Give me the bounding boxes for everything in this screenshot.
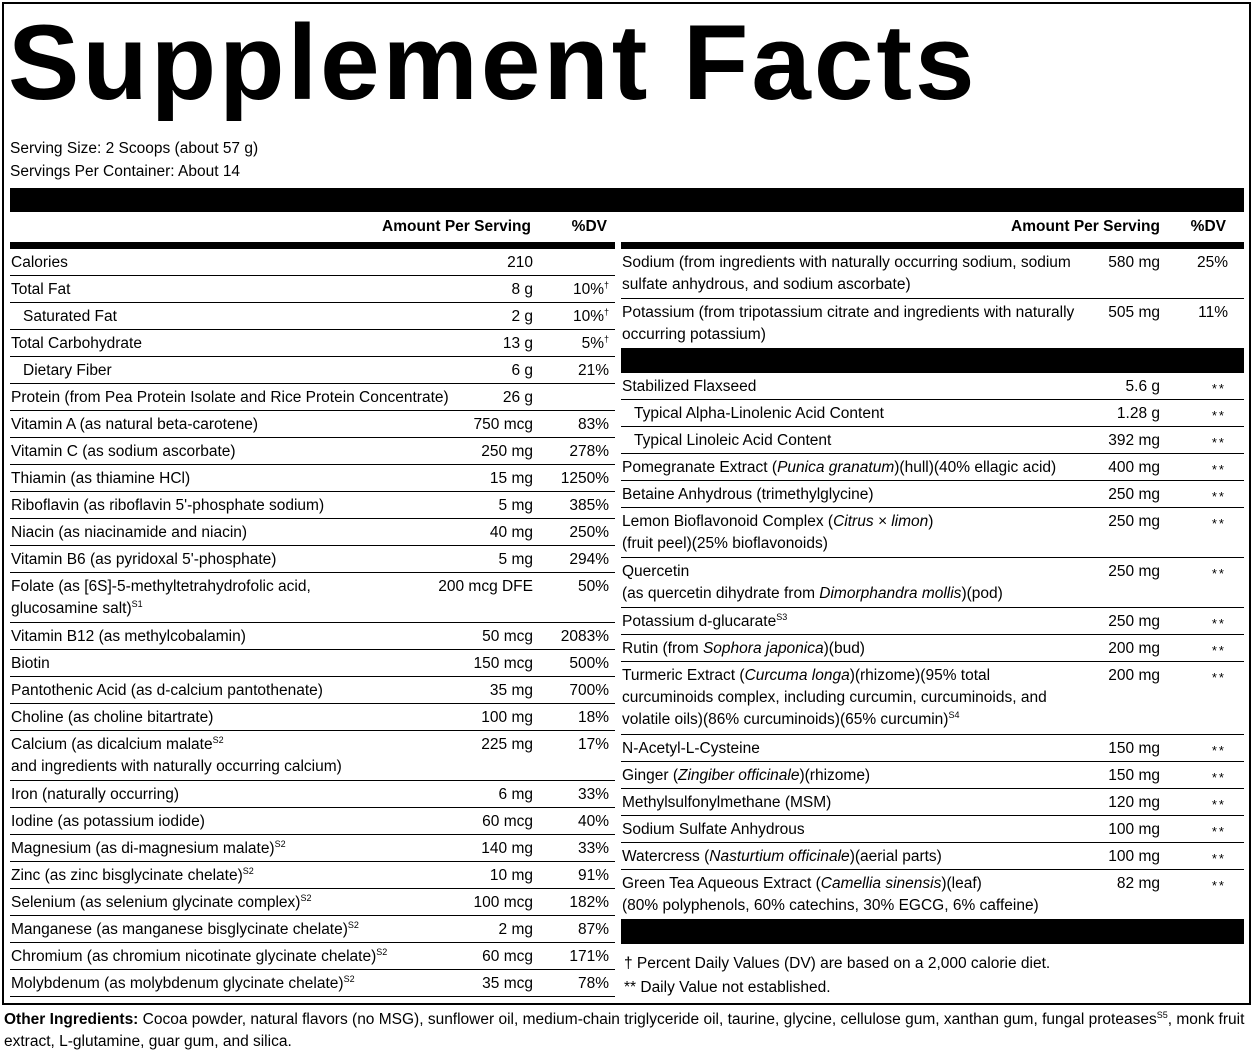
other-ingredients-sup: S5 <box>1156 1010 1168 1020</box>
dv-header: %DV <box>571 218 607 235</box>
dagger-mark: † <box>603 334 609 344</box>
mineral-row <box>621 299 1244 349</box>
right-header-row <box>621 212 1244 249</box>
latin-name: Curcuma longa <box>744 667 850 684</box>
nutrient-dv: 17% <box>577 736 609 753</box>
ingredient-amount: 250 mg <box>1108 486 1160 503</box>
nutrient-row <box>10 808 615 835</box>
other-ingredients-text: Cocoa powder, natural flavors (no MSG), sunflower oil, medium-chain triglyceride oil, taurine, glycine, cellulose gum, xanthan gum, fungal proteases <box>138 1011 1157 1028</box>
dagger-mark: † <box>603 307 609 317</box>
ingredient-dv: ** <box>1211 408 1226 423</box>
nutrient-name: Calcium (as dicalcium malate$^{S2}$ and ingredients with naturally occurring calcium) <box>11 735 342 775</box>
nutrient-name: Niacin (as niacinamide and niacin) <box>11 524 248 541</box>
nutrient-amount: 35 mg <box>489 682 533 699</box>
ingredient-amount: 100 mg <box>1108 848 1160 865</box>
footnote-ref: S2 <box>343 974 355 984</box>
nutrient-dv: 33% <box>577 786 609 803</box>
nutrient-row <box>10 249 615 276</box>
nutrient-amount: 140 mg <box>481 840 533 857</box>
ingredient-dv: ** <box>1211 797 1226 812</box>
nutrient-row <box>10 438 615 465</box>
latin-name: Citrus × limon <box>833 513 929 530</box>
ingredient-row <box>621 454 1244 481</box>
nutrient-dv: 500% <box>569 655 609 672</box>
left-column <box>10 212 615 997</box>
nutrient-row <box>10 889 615 916</box>
ingredient-dv: ** <box>1211 435 1226 450</box>
nutrient-name: Total Fat <box>11 281 71 298</box>
nutrient-amount: 5 mg <box>498 551 533 568</box>
ingredient-dv: ** <box>1211 381 1226 396</box>
footnote-ref: S2 <box>376 947 388 957</box>
ingredient-amount: 200 mg <box>1108 667 1160 684</box>
nutrient-amount: 100 mg <box>481 709 533 726</box>
ingredient-amount: 1.28 g <box>1116 405 1160 422</box>
ingredient-dv: ** <box>1211 878 1226 893</box>
nutrient-amount: 60 mcg <box>482 813 533 830</box>
footnote-ref: S2 <box>347 920 359 930</box>
nutrient-name: Biotin <box>11 655 50 672</box>
dagger-mark: † <box>603 280 609 290</box>
ingredient-amount: 150 mg <box>1108 740 1160 757</box>
mineral-amount: 580 mg <box>1108 254 1160 271</box>
nutrient-amount: 2 mg <box>498 921 533 938</box>
nutrient-dv: 10%† <box>572 280 609 298</box>
nutrient-row <box>10 835 615 862</box>
ingredient-amount: 100 mg <box>1108 821 1160 838</box>
footnote-ref: S2 <box>212 735 224 745</box>
ingredient-row <box>621 843 1244 870</box>
nutrient-name: Choline (as choline bitartrate) <box>11 709 214 726</box>
ingredient-amount: 250 mg <box>1108 613 1160 630</box>
nutrient-amount: 210 <box>507 254 533 271</box>
ingredient-dv: ** <box>1211 566 1226 581</box>
nutrient-dv: 182% <box>569 894 609 911</box>
nutrient-dv: 40% <box>577 813 609 830</box>
ingredient-amount: 82 mg <box>1116 875 1160 892</box>
nutrient-row <box>10 862 615 889</box>
nutrient-amount: 750 mcg <box>473 416 533 433</box>
nutrient-row <box>10 573 615 623</box>
nutrient-row <box>10 970 615 997</box>
thick-divider <box>10 188 1244 212</box>
ingredient-name: Green Tea Aqueous Extract (Camellia sinensis)(leaf) (80% polyphenols, 60% catechins, 30% EGCG, 6% caffeine) <box>622 875 1039 914</box>
nutrient-row <box>10 303 615 330</box>
latin-name: Camellia sinensis <box>820 875 942 892</box>
footnote-stars: ** Daily Value not established. <box>624 979 831 996</box>
ingredient-dv: ** <box>1211 643 1226 658</box>
ingredient-name: Potassium d-glucarate$^{S3}$ <box>622 612 788 630</box>
nutrient-name: Iodine (as potassium iodide) <box>11 813 205 830</box>
nutrient-row <box>10 519 615 546</box>
nutrient-name: Chromium (as chromium nicotinate glycinate chelate)$^{S2}$ <box>11 947 388 965</box>
nutrient-dv: 87% <box>577 921 609 938</box>
mineral-row <box>621 249 1244 299</box>
ingredient-name: Quercetin (as quercetin dihydrate from Dimorphandra mollis)(pod) <box>622 563 1003 602</box>
footnote-ref: S2 <box>300 893 312 903</box>
ingredient-row <box>621 762 1244 789</box>
nutrient-name: Pantothenic Acid (as d-calcium pantothenate) <box>11 682 323 699</box>
ingredient-dv: ** <box>1211 743 1226 758</box>
nutrient-name: Dietary Fiber <box>23 362 112 379</box>
nutrient-dv: 1250% <box>560 470 609 487</box>
nutrient-dv: 18% <box>577 709 609 726</box>
nutrient-row <box>10 276 615 303</box>
nutrient-row <box>10 411 615 438</box>
serving-size: Serving Size: 2 Scoops (about 57 g) <box>10 140 259 157</box>
nutrient-amount: 35 mcg <box>482 975 533 992</box>
nutrient-row <box>10 677 615 704</box>
nutrient-dv: 250% <box>569 524 609 541</box>
nutrient-name: Iron (naturally occurring) <box>11 786 179 803</box>
ingredient-amount: 120 mg <box>1108 794 1160 811</box>
ingredient-name: Methylsulfonylmethane (MSM) <box>622 794 832 811</box>
nutrient-dv: 50% <box>577 578 609 595</box>
nutrient-dv: 700% <box>569 682 609 699</box>
ingredient-row <box>621 816 1244 843</box>
ingredient-name: N-Acetyl-L-Cysteine <box>622 740 760 757</box>
ingredient-dv: ** <box>1211 462 1226 477</box>
footnote-ref: S2 <box>242 866 254 876</box>
mineral-name: Sodium (from ingredients with naturally occurring sodium, sodium sulfate anhydrous, and sodium ascorbate) <box>622 254 1071 293</box>
ingredient-amount: 200 mg <box>1108 640 1160 657</box>
latin-name: Punica granatum <box>777 459 895 476</box>
nutrient-row <box>10 357 615 384</box>
other-ingredients-label: Other Ingredients: <box>4 1011 139 1028</box>
nutrient-row <box>10 465 615 492</box>
nutrient-row <box>10 943 615 970</box>
nutrient-row <box>10 492 615 519</box>
nutrient-dv: 171% <box>569 948 609 965</box>
ingredient-row <box>621 870 1244 920</box>
nutrient-name: Saturated Fat <box>23 308 117 325</box>
ingredient-name: Watercress (Nasturtium officinale)(aerial parts) <box>622 848 942 865</box>
mineral-amount: 505 mg <box>1108 304 1160 321</box>
nutrient-row <box>10 384 615 411</box>
ingredient-row <box>621 558 1244 608</box>
nutrient-name: Vitamin A (as natural beta-carotene) <box>11 416 258 433</box>
footnote-ref: S3 <box>776 612 788 622</box>
ingredient-row <box>621 427 1244 454</box>
ingredient-row <box>621 789 1244 816</box>
nutrient-dv: 21% <box>577 362 609 379</box>
latin-name: Zingiber officinale <box>678 767 800 784</box>
nutrient-amount: 250 mg <box>481 443 533 460</box>
nutrient-row <box>10 781 615 808</box>
nutrient-dv: 294% <box>569 551 609 568</box>
nutrient-amount: 150 mcg <box>473 655 533 672</box>
ingredient-row <box>621 400 1244 427</box>
right-column <box>621 212 1244 944</box>
nutrient-name: Total Carbohydrate <box>11 335 142 352</box>
mineral-dv: 11% <box>1198 304 1228 321</box>
ingredient-name: Typical Alpha-Linolenic Acid Content <box>634 405 884 422</box>
nutrient-amount: 2 g <box>511 308 533 325</box>
ingredient-name: Typical Linoleic Acid Content <box>634 432 832 449</box>
footnote-ref: S1 <box>131 599 143 609</box>
ingredient-amount: 250 mg <box>1108 513 1160 530</box>
nutrient-row <box>10 731 615 781</box>
ingredient-name: Rutin (from Sophora japonica)(bud) <box>622 640 865 657</box>
ingredient-dv: ** <box>1211 616 1226 631</box>
right-footnote-divider <box>621 920 1244 944</box>
nutrient-name: Calories <box>11 254 68 271</box>
nutrient-amount: 6 mg <box>498 786 533 803</box>
nutrient-row <box>10 650 615 677</box>
nutrient-name: Protein (from Pea Protein Isolate and Rice Protein Concentrate) <box>11 389 449 406</box>
nutrient-name: Folate (as [6S]-5-methyltetrahydrofolic acid, glucosamine salt)$^{S1}$ <box>11 578 311 617</box>
ingredient-amount: 5.6 g <box>1125 378 1160 395</box>
ingredient-row <box>621 635 1244 662</box>
nutrient-amount: 100 mcg <box>473 894 533 911</box>
nutrient-row <box>10 704 615 731</box>
other-ingredients <box>4 1009 1252 1053</box>
nutrient-dv: 83% <box>577 416 609 433</box>
nutrient-name: Vitamin B12 (as methylcobalamin) <box>11 628 246 645</box>
ingredient-amount: 400 mg <box>1108 459 1160 476</box>
nutrient-amount: 40 mg <box>489 524 533 541</box>
nutrient-amount: 8 g <box>511 281 533 298</box>
ingredient-name: Sodium Sulfate Anhydrous <box>622 821 805 838</box>
nutrient-name: Selenium (as selenium glycinate complex)$^{S2}$ <box>11 893 312 911</box>
ingredient-amount: 250 mg <box>1108 563 1160 580</box>
nutrient-dv: 278% <box>569 443 609 460</box>
ingredient-dv: ** <box>1211 489 1226 504</box>
ingredient-row <box>621 608 1244 635</box>
ingredient-dv: ** <box>1211 670 1226 685</box>
ingredient-name: Ginger (Zingiber officinale)(rhizome) <box>622 767 871 784</box>
ingredient-dv: ** <box>1211 851 1226 866</box>
nutrient-name: Vitamin B6 (as pyridoxal 5'-phosphate) <box>11 551 277 568</box>
nutrient-amount: 200 mcg DFE <box>438 578 533 595</box>
nutrient-amount: 50 mcg <box>482 628 533 645</box>
nutrient-name: Riboflavin (as riboflavin 5'-phosphate sodium) <box>11 497 325 514</box>
ingredient-name: Turmeric Extract (Curcuma longa)(rhizome)(95% total curcuminoids complex, including curcumin, curcuminoids, and volatile oils)(86% curcuminoids)(65% curcumin)$^{S4}$ <box>622 667 1047 728</box>
nutrient-amount: 15 mg <box>489 470 533 487</box>
mineral-dv: 25% <box>1196 254 1228 271</box>
ingredient-name: Pomegranate Extract (Punica granatum)(hull)(40% ellagic acid) <box>622 459 1057 476</box>
other-ingredients-text-2: , monk fruit extract, L-glutamine, guar gum, and silica. <box>4 1011 1245 1050</box>
nutrient-name: Vitamin C (as sodium ascorbate) <box>11 443 236 460</box>
ingredient-row <box>621 662 1244 735</box>
amount-header: Amount Per Serving <box>382 218 531 235</box>
nutrient-name: Thiamin (as thiamine HCl) <box>11 470 191 487</box>
ingredient-row <box>621 373 1244 400</box>
latin-name: Sophora japonica <box>702 640 824 657</box>
nutrient-row <box>10 330 615 357</box>
ingredient-amount: 150 mg <box>1108 767 1160 784</box>
nutrient-amount: 10 mg <box>489 867 533 884</box>
ingredient-dv: ** <box>1211 824 1226 839</box>
nutrient-amount: 13 g <box>502 335 533 352</box>
nutrient-row <box>10 916 615 943</box>
latin-name: Nasturtium officinale <box>709 848 850 865</box>
footnote-ref: S4 <box>948 710 960 720</box>
nutrient-amount: 60 mcg <box>482 948 533 965</box>
nutrient-amount: 6 g <box>511 362 533 379</box>
footnote-ref: S2 <box>274 839 286 849</box>
nutrient-dv: 33% <box>577 840 609 857</box>
nutrient-dv: 2083% <box>560 628 609 645</box>
ingredient-name: Lemon Bioflavonoid Complex (Citrus × limon) (fruit peel)(25% bioflavonoids) <box>622 513 934 552</box>
nutrient-row <box>10 623 615 650</box>
panel-title: Supplement Facts <box>8 2 978 122</box>
nutrient-amount: 5 mg <box>498 497 533 514</box>
ingredient-row <box>621 508 1244 558</box>
amount-header-right: Amount Per Serving <box>1011 218 1160 235</box>
dv-header-right: %DV <box>1190 218 1226 235</box>
nutrient-dv: 91% <box>577 867 609 884</box>
nutrient-amount: 225 mg <box>481 736 533 753</box>
latin-name: Dimorphandra mollis <box>819 585 962 602</box>
footnote-dagger: † Percent Daily Values (DV) are based on a 2,000 calorie diet. <box>624 955 1051 972</box>
left-header-row <box>10 212 615 249</box>
nutrient-row <box>10 546 615 573</box>
servings-per-container: Servings Per Container: About 14 <box>10 163 241 180</box>
nutrient-dv: 10%† <box>572 307 609 325</box>
ingredient-row <box>621 735 1244 762</box>
nutrient-name: Molybdenum (as molybdenum glycinate chelate)$^{S2}$ <box>11 974 355 992</box>
ingredient-name: Stabilized Flaxseed <box>622 378 757 395</box>
ingredient-row <box>621 481 1244 508</box>
nutrient-dv: 385% <box>569 497 609 514</box>
nutrient-dv: 78% <box>577 975 609 992</box>
ingredient-amount: 392 mg <box>1108 432 1160 449</box>
nutrient-name: Zinc (as zinc bisglycinate chelate)$^{S2}$ <box>11 866 254 884</box>
nutrient-dv: 5%† <box>581 334 609 352</box>
mineral-name: Potassium (from tripotassium citrate and ingredients with naturally occurring potassium) <box>622 304 1075 343</box>
nutrient-name: Magnesium (as di-magnesium malate)$^{S2}$ <box>11 839 286 857</box>
ingredient-name: Betaine Anhydrous (trimethylglycine) <box>622 486 874 503</box>
right-section-divider <box>621 349 1244 373</box>
nutrient-amount: 26 g <box>502 389 533 406</box>
ingredient-dv: ** <box>1211 770 1226 785</box>
ingredient-dv: ** <box>1211 516 1226 531</box>
nutrient-name: Manganese (as manganese bisglycinate chelate)$^{S2}$ <box>11 920 359 938</box>
